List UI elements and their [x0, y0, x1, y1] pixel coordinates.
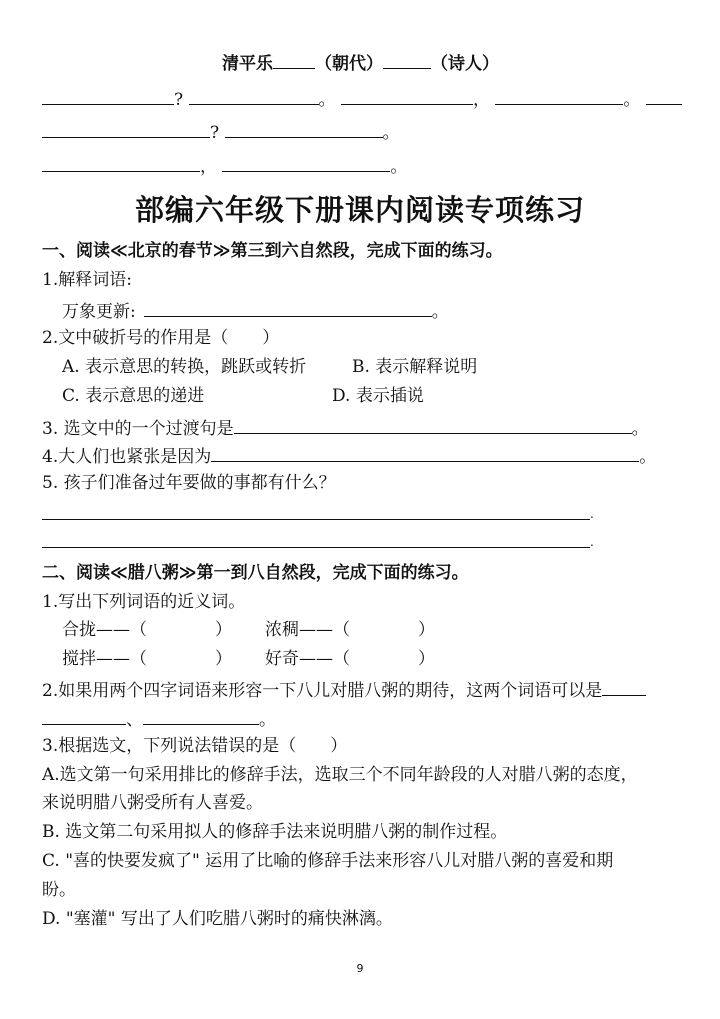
poem-line-3 [42, 153, 407, 178]
s1-q2-option-b: B. 表示解释说明 [352, 357, 478, 377]
poem-line-2 [42, 119, 400, 144]
s1-q2-option-d: D. 表示插说 [332, 386, 424, 406]
punct: . [590, 535, 594, 549]
blank [42, 153, 200, 172]
punct: 。 [318, 90, 336, 110]
s2-q3-option-a-line2: 来说明腊八粥受所有人喜爱。 [42, 793, 263, 813]
s2-q3-option-d: D. "塞灌" 写出了人们吃腊八粥时的痛快淋漓。 [42, 909, 393, 929]
s2-q3: 3.根据选文，下列说法错误的是（ ） [42, 736, 348, 756]
blank [646, 86, 682, 105]
punct: 。 [382, 123, 400, 143]
section2-heading: 二、阅读≪腊八粥≫第一到八自然段，完成下面的练习。 [42, 563, 469, 583]
blank [602, 677, 646, 696]
s1-q5: 5. 孩子们准备过年要做的事都有什么？ [42, 473, 336, 493]
blank [383, 50, 431, 69]
poet-label: （诗人） [431, 54, 499, 74]
poem-title: 清平乐 [222, 54, 273, 74]
punct: 。 [431, 302, 449, 322]
page-number: 9 [356, 962, 364, 975]
s2-word-1: 合拢——（ ） [62, 620, 232, 640]
s2-q3-option-a-line1: A.选文第一句采用排比的修辞手法，选取三个不同年龄段的人对腊八粥的态度， [42, 765, 638, 785]
blank [222, 153, 390, 172]
s1-q3 [42, 415, 649, 440]
punct: 、 [126, 710, 143, 730]
answer-line [42, 519, 590, 520]
s1-q1: 1.解释词语: [42, 270, 132, 290]
punct: 。 [623, 90, 641, 110]
question-text: 3. 选文中的一个过渡句是 [42, 419, 234, 439]
blank [341, 86, 473, 105]
s2-q3-option-c-line1: C. "喜的快要发疯了" 运用了比喻的修辞手法来形容八儿对腊八粥的喜爱和期 [42, 851, 614, 871]
blank [211, 443, 639, 462]
s1-q2-option-c: C. 表示意思的递进 [62, 386, 205, 406]
punct: ， [472, 90, 490, 110]
punct: 。 [631, 419, 649, 439]
section1-heading: 一、阅读≪北京的春节≫第三到六自然段，完成下面的练习。 [42, 241, 503, 261]
answer-line [42, 547, 590, 548]
blank [143, 706, 259, 725]
punct: . [590, 507, 594, 521]
s1-q1-line [62, 298, 449, 323]
blank [273, 50, 315, 69]
punct: 。 [639, 447, 657, 467]
s1-q4 [42, 443, 656, 468]
s2-word-2: 浓稠——（ ） [265, 620, 435, 640]
dynasty-label: （朝代） [315, 54, 383, 74]
punct: ， [200, 157, 217, 177]
punct: 。 [259, 710, 276, 730]
blank [42, 86, 174, 105]
blank [225, 119, 383, 138]
s2-word-3: 搅拌——（ ） [62, 649, 232, 669]
blank [42, 119, 210, 138]
punct: ? [210, 123, 220, 143]
blank [495, 86, 623, 105]
poem-line-1 [42, 86, 682, 111]
s2-q2 [42, 677, 646, 702]
blank [189, 86, 319, 105]
s1-q2-option-a: A. 表示意思的转换，跳跃或转折 [62, 357, 307, 377]
punct: 。 [390, 157, 408, 177]
question-text: 4.大人们也紧张是因为 [42, 447, 212, 467]
blank [234, 415, 632, 434]
s2-q3-option-c-line2: 盼。 [42, 880, 76, 900]
blank [144, 298, 432, 317]
s1-q2: 2.文中破折号的作用是（ ） [42, 328, 280, 348]
s2-word-4: 好奇——（ ） [265, 649, 435, 669]
s2-q1: 1.写出下列词语的近义词。 [42, 592, 246, 612]
blank [42, 706, 126, 725]
s2-q3-option-b: B. 选文第二句采用拟人的修辞手法来说明腊八粥的制作过程。 [42, 822, 508, 842]
s2-q2-line [42, 706, 276, 731]
question-text: 2.如果用两个四字词语来形容一下八儿对腊八粥的期待，这两个词语可以是 [42, 681, 603, 701]
punct: ? [174, 90, 184, 110]
page-title: 部编六年级下册课内阅读专项练习 [134, 193, 585, 227]
poem-heading [222, 50, 499, 75]
term: 万象更新: [62, 302, 136, 322]
